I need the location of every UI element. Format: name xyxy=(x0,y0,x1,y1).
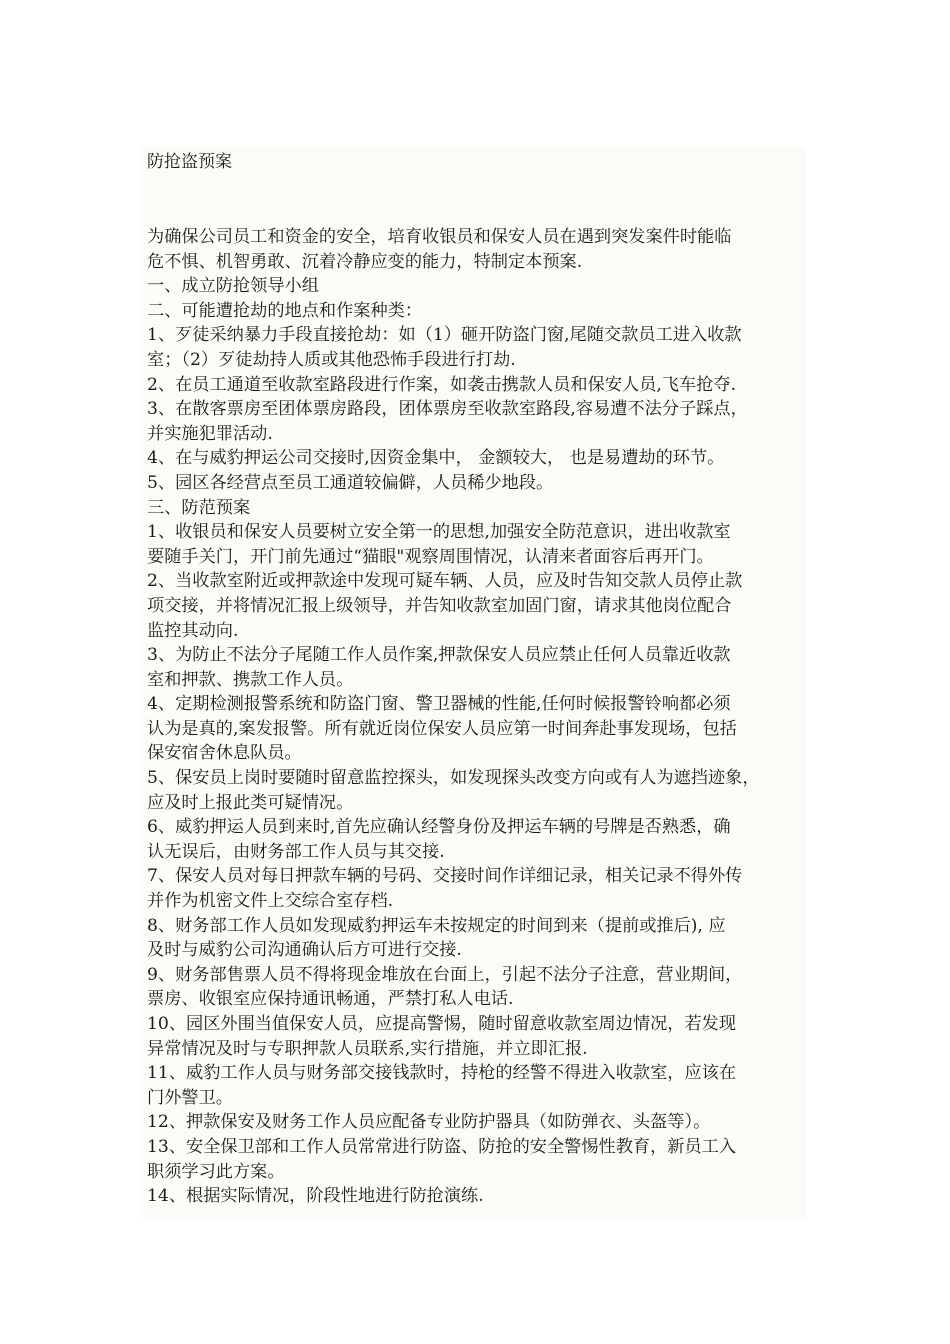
body-line: 1、收银员和保安人员要树立安全第一的思想,加强安全防范意识，进出收款室 xyxy=(147,522,731,543)
body-line: 3、为防止不法分子尾随工作人员作案,押款保安人员应禁止任何人员靠近收款 xyxy=(147,645,731,666)
body-line: 4、在与威豹押运公司交接时,因资金集中， 金额较大， 也是易遭劫的环节。 xyxy=(147,448,725,469)
body-line: 12、押款保安及财务工作人员应配备专业防护器具（如防弹衣、头盔等）。 xyxy=(147,1112,711,1133)
body-line: 3、在散客票房至团体票房路段，团体票房至收款室路段,容易遭不法分子踩点， xyxy=(147,399,748,420)
body-line: 职须学习此方案。 xyxy=(147,1161,285,1182)
body-line: 8、财务部工作人员如发现威豹押运车未按规定的时间到来（提前或推后), 应 xyxy=(147,915,726,936)
body-line: 并实施犯罪活动. xyxy=(147,423,273,444)
body-line: 认为是真的,案发报警。所有就近岗位保安人员应第一时间奔赴事发现场，包括 xyxy=(147,718,737,739)
body-line: 11、威豹工作人员与财务部交接钱款时，持枪的经警不得进入收款室，应该在 xyxy=(147,1063,737,1084)
body-line: 4、定期检测报警系统和防盗门窗、警卫器械的性能,任何时候报警铃响都必须 xyxy=(147,694,731,715)
body-line: 7、保安人员对每日押款车辆的号码、交接时间作详细记录，相关记录不得外传 xyxy=(147,866,743,887)
body-line: 室；（2）歹徒劫持人质或其他恐怖手段进行打劫. xyxy=(147,349,516,370)
body-line: 2、在员工通道至收款室路段进行作案，如袭击携款人员和保安人员,飞车抢夺. xyxy=(147,374,737,395)
document-body xyxy=(147,225,809,1209)
body-line: 二、可能遭抢劫的地点和作案种类： xyxy=(147,300,423,321)
body-line: 门外警卫。 xyxy=(147,1087,233,1108)
body-line: 监控其动向. xyxy=(147,620,239,641)
body-line: 10、园区外围当值保安人员，应提高警惕，随时留意收款室周边情况，若发现 xyxy=(147,1014,737,1034)
body-line: 一、成立防抢领导小组 xyxy=(147,276,319,297)
body-line: 5、保安员上岗时要随时留意监控探头，如发现探头改变方向或有人为遮挡迹象， xyxy=(147,768,760,789)
body-line: 异常情况及时与专职押款人员联系,实行措施，并立即汇报. xyxy=(147,1038,588,1059)
body-line: 13、安全保卫部和工作人员常常进行防盗、防抢的安全警惕性教育，新员工入 xyxy=(147,1136,737,1157)
body-line: 应及时上报此类可疑情况。 xyxy=(147,792,354,813)
body-line: 14、根据实际情况，阶段性地进行防抢演练. xyxy=(147,1186,484,1207)
body-line: 2、当收款室附近或押款途中发现可疑车辆、人员，应及时告知交款人员停止款 xyxy=(147,571,743,592)
body-line: 三、防范预案 xyxy=(147,497,251,518)
body-line: 6、威豹押运人员到来时,首先应确认经警身份及押运车辆的号牌是否熟悉，确 xyxy=(147,817,731,838)
body-line: 认无误后，由财务部工作人员与其交接. xyxy=(147,841,445,862)
body-line: 为确保公司员工和资金的安全，培育收银员和保安人员在遇到突发案件时能临 xyxy=(147,227,732,247)
body-line: 1、歹徒采纳暴力手段直接抢劫：如（1）砸开防盗门窗,尾随交款员工进入收款 xyxy=(147,325,742,346)
body-line: 要随手关门，开门前先通过“猫眼"观察周围情况，认清来者面容后再开门。 xyxy=(147,546,714,567)
body-line: 及时与威豹公司沟通确认后方可进行交接. xyxy=(147,940,462,961)
document-page xyxy=(141,146,806,1218)
body-line: 9、财务部售票人员不得将现金堆放在台面上，引起不法分子注意，营业期间， xyxy=(147,964,743,985)
document-title: 防抢盗预案 xyxy=(147,152,232,172)
body-line: 危不惧、机智勇敢、沉着冷静应变的能力，特制定本预案. xyxy=(147,251,583,272)
body-line: 项交接，并将情况汇报上级领导，并告知收款室加固门窗，请求其他岗位配合 xyxy=(147,595,732,616)
body-line: 室和押款、携款工作人员。 xyxy=(147,669,354,690)
body-line: 5、园区各经营点至员工通道较偏僻，人员稀少地段。 xyxy=(147,472,554,493)
body-line: 并作为机密文件上交综合室存档. xyxy=(147,891,394,912)
body-line: 票房、收银室应保持通讯畅通，严禁打私人电话. xyxy=(147,989,514,1010)
body-line: 保安宿舍休息队员。 xyxy=(147,743,302,764)
